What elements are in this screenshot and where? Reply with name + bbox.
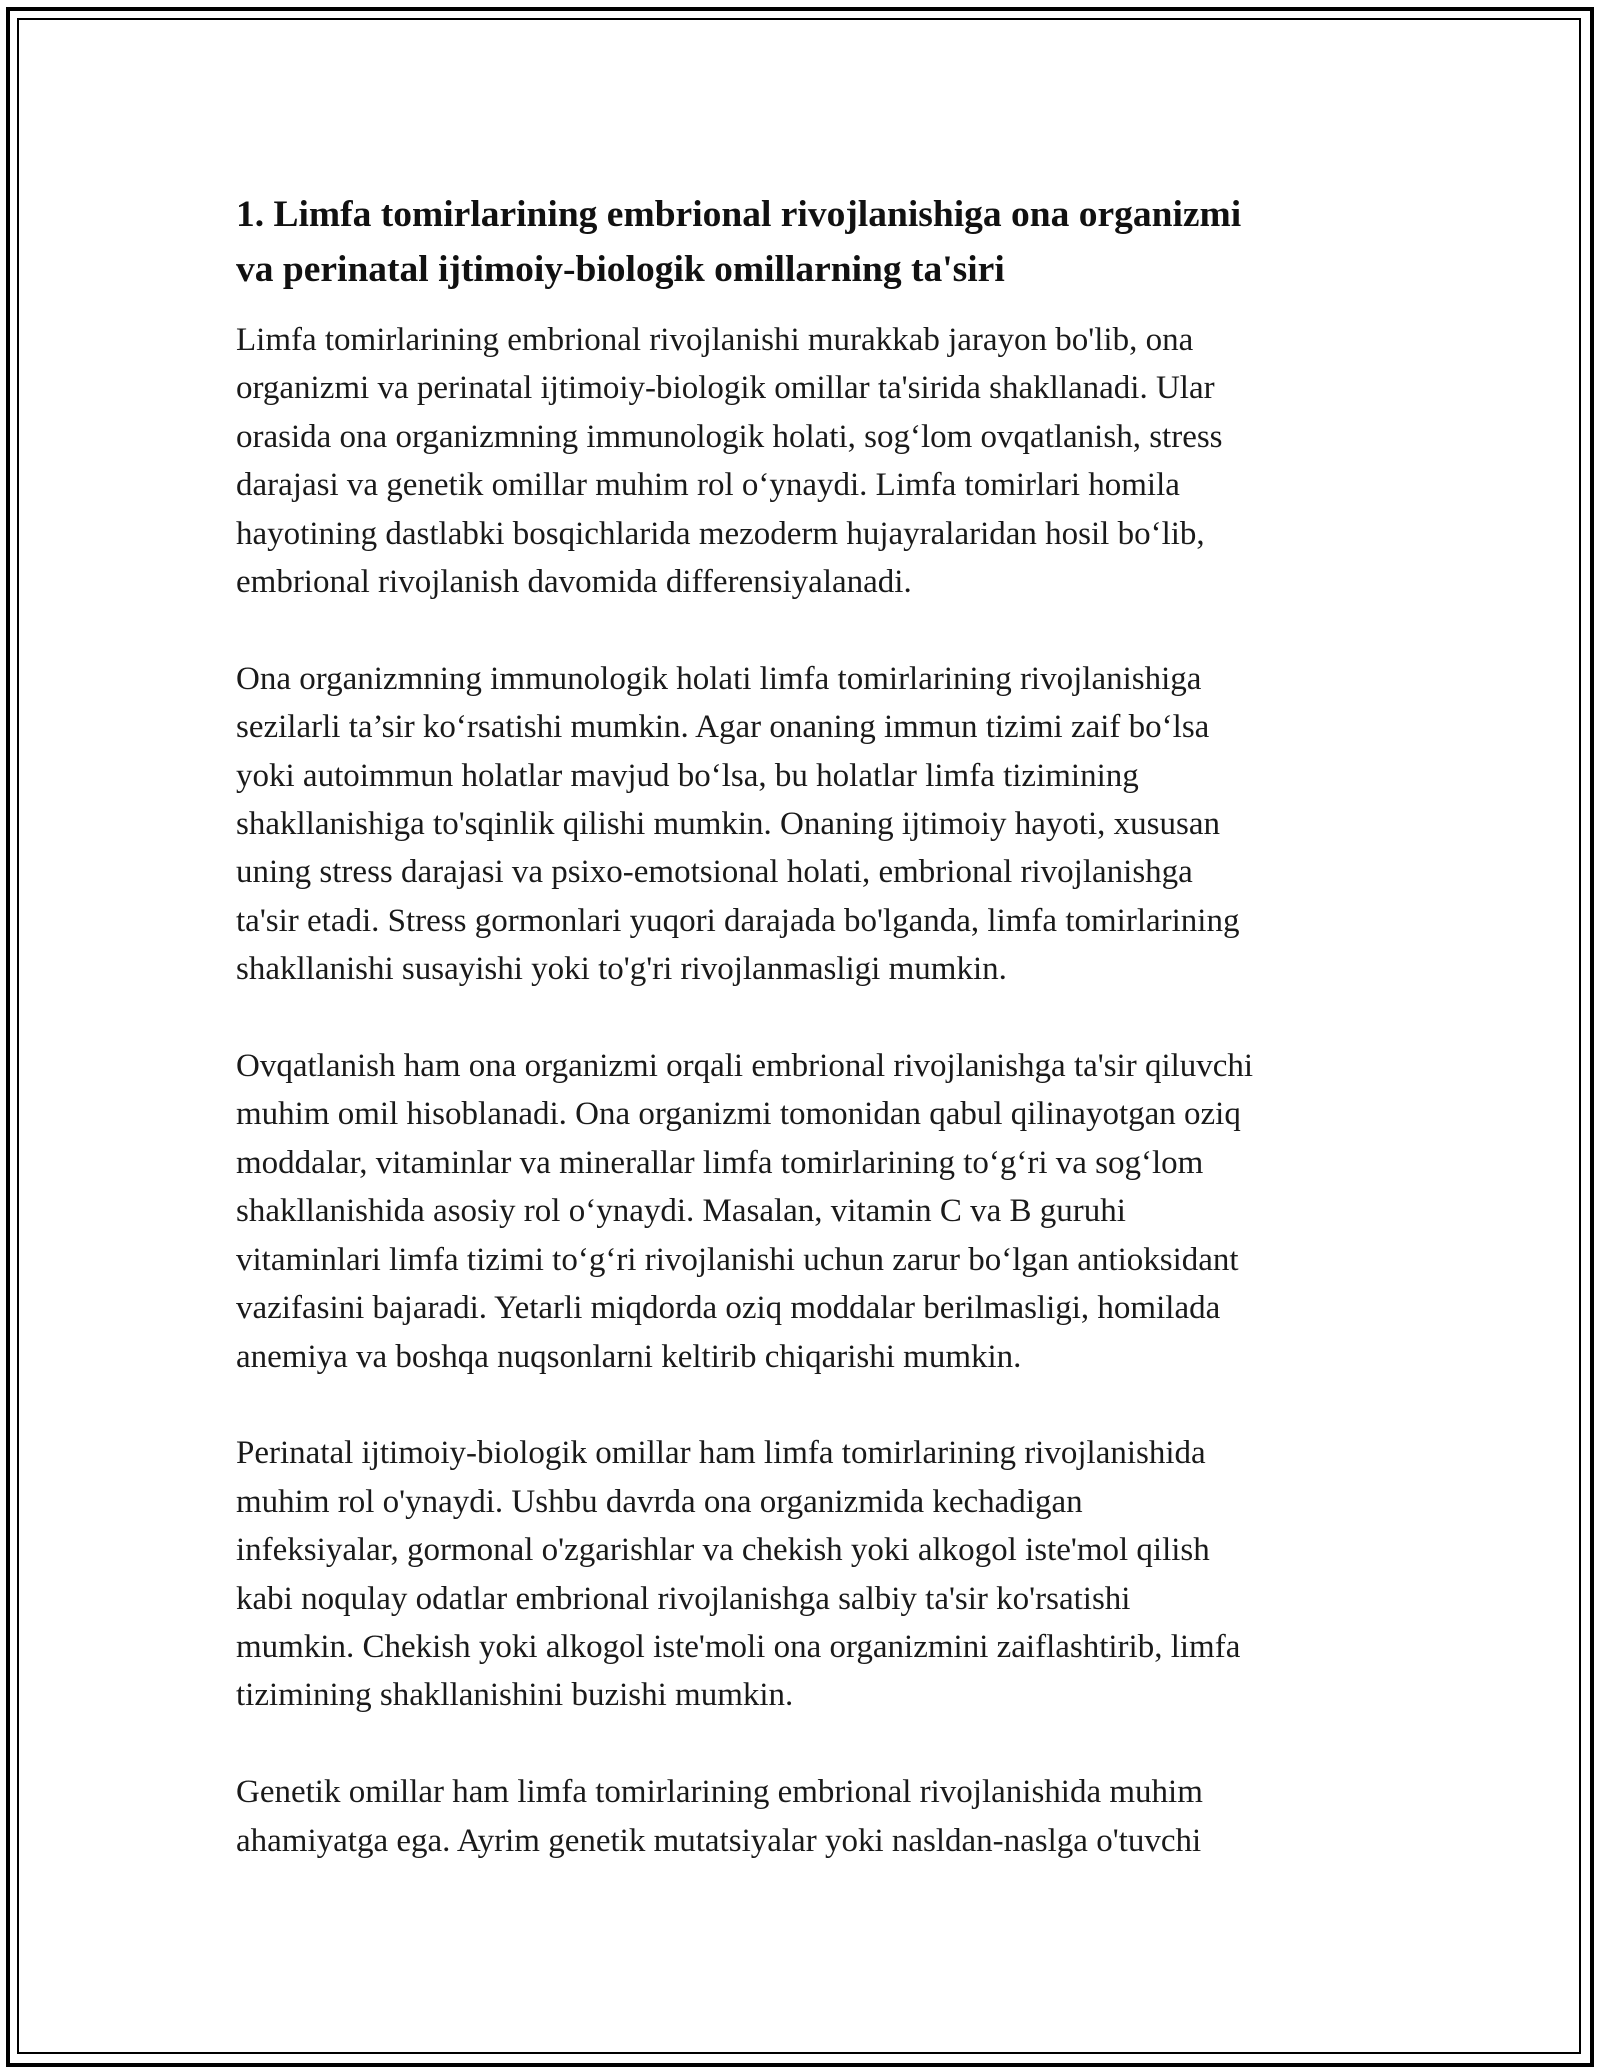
section-heading: 1. Limfa tomirlarining embrional rivojlanishiga ona organizmi va perinatal ijtimoiy-biologik omillarning ta'siri [236,194,1242,290]
paragraph-4: Perinatal ijtimoiy-biologik omillar ham limfa tomirlarining rivojlanishida muhim rol o'ynaydi. Ushbu davrda ona organizmida kechadigan infeksiyalar, gormonal o'zgarishlar va chekish yoki alkogol iste'mol qilish kabi noqulay odatlar embrional rivojlanishga salbiy ta'sir ko'rsatishi mumkin. Chekish yoki alkogol iste'moli ona organizmini zaiflashtirib, limfa tizimining shakllanishini buzishi mumkin. [236,1435,1241,1714]
paragraph-1: Limfa tomirlarining embrional rivojlanishi murakkab jarayon bo'lib, ona organizmi va perinatal ijtimoiy-biologik omillar ta'sirida shakllanadi. Ular orasida ona organizmning immunologik holati, sog‘lom ovqatlanish, stress darajasi va genetik omillar muhim rol o‘ynaydi. Limfa tomirlari homila hayotining dastlabki bosqichlarida mezoderm hujayralaridan hosil bo‘lib, embrional rivojlanish davomida differensiyalanadi. [236,322,1223,601]
paragraph-2: Ona organizmning immunologik holati limfa tomirlarining rivojlanishiga sezilarli ta’sir ko‘rsatishi mumkin. Agar onaning immun tizimi zaif bo‘lsa yoki autoimmun holatlar mavjud bo‘lsa, bu holatlar limfa tizimining shakllanishiga to'sqinlik qilishi mumkin. Onaning ijtimoiy hayoti, xususan uning stress darajasi va psixo-emotsional holati, embrional rivojlanishga ta'sir etadi. Stress gormonlari yuqori darajada bo'lganda, limfa tomirlarining shakllanishi susayishi yoki to'g'ri rivojlanmasligi mumkin. [236,660,1240,988]
page-content [236,187,1376,1913]
paragraph-3: Ovqatlanish ham ona organizmi orqali embrional rivojlanishga ta'sir qiluvchi muhim omil hisoblanadi. Ona organizmi tomonidan qabul qilinayotgan oziq moddalar, vitaminlar va minerallar limfa tomirlarining to‘g‘ri va sog‘lom shakllanishida asosiy rol o‘ynaydi. Masalan, vitamin C va B guruhi vitaminlari limfa tizimi to‘g‘ri rivojlanishi uchun zarur bo‘lgan antioksidant vazifasini bajaradi. Yetarli miqdorda oziq moddalar berilmasligi, homilada anemiya va boshqa nuqsonlarni keltirib chiqarishi mumkin. [236,1048,1254,1375]
paragraph-5: Genetik omillar ham limfa tomirlarining embrional rivojlanishida muhim ahamiyatga ega. Ayrim genetik mutatsiyalar yoki nasldan-naslga o'tuvchi [236,1774,1203,1859]
